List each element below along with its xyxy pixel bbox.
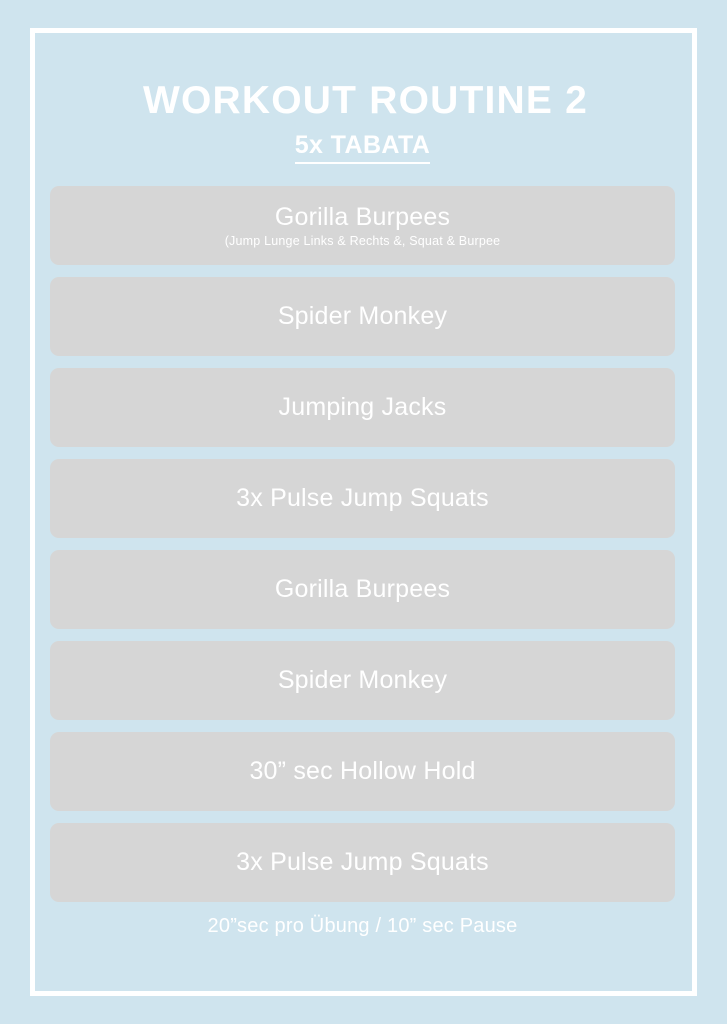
exercise-note: (Jump Lunge Links & Rechts &, Squat & Burpee: [224, 233, 501, 248]
exercise-name: Jumping Jacks: [278, 393, 447, 422]
list-item: [50, 277, 675, 356]
poster-content: [50, 80, 675, 938]
exercise-name: Gorilla Burpees: [274, 575, 451, 604]
list-item: [50, 641, 675, 720]
exercise-name: Spider Monkey: [277, 666, 448, 695]
poster-footer-note: 20”sec pro Übung / 10” sec Pause: [207, 914, 518, 937]
list-item: [50, 823, 675, 902]
list-item: [50, 550, 675, 629]
exercise-name: 30” sec Hollow Hold: [249, 757, 476, 786]
list-item: [50, 186, 675, 265]
exercise-name: Spider Monkey: [277, 302, 448, 331]
list-item: [50, 368, 675, 447]
list-item: [50, 732, 675, 811]
exercise-name: Gorilla Burpees: [274, 203, 451, 232]
poster-subtitle: 5x TABATA: [295, 131, 431, 164]
page-title: WORKOUT ROUTINE 2: [142, 79, 589, 122]
exercise-name: 3x Pulse Jump Squats: [236, 848, 489, 877]
list-item: [50, 459, 675, 538]
exercise-name: 3x Pulse Jump Squats: [236, 484, 489, 513]
exercise-list: [50, 186, 675, 902]
